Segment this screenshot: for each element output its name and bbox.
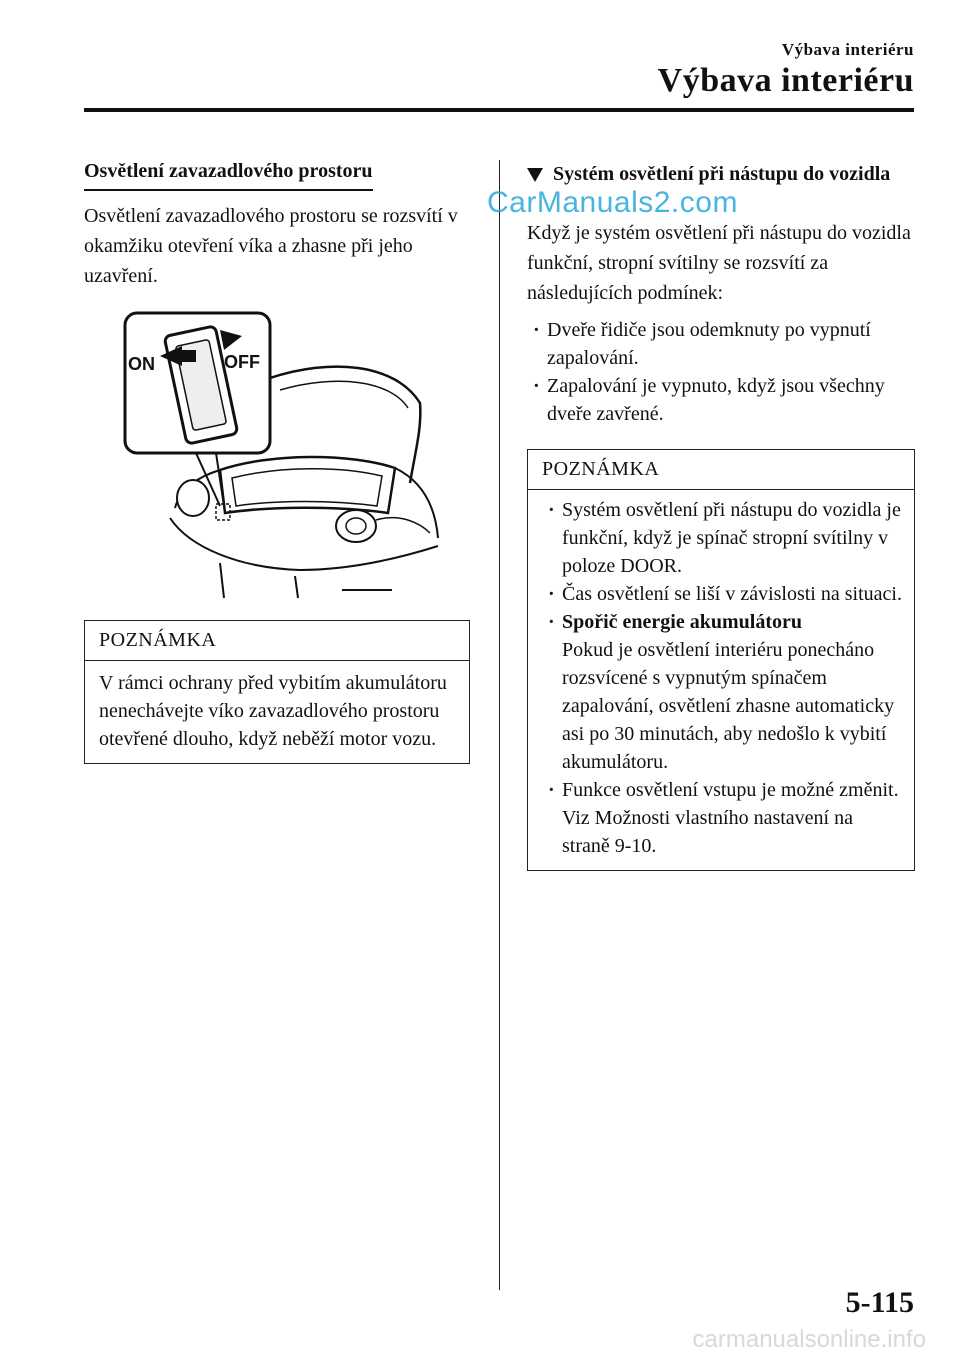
- subsection-paragraph: Když je systém osvětlení při nástupu do vozidla funkční, stropní svítilny se rozsvítí za následujících podmínek:: [527, 222, 911, 304]
- watermark-text: CarManuals2.com: [487, 186, 738, 219]
- note-item-text: · Funkce osvětlení vstupu je možné změnit.: [562, 779, 899, 801]
- note-list: [528, 496, 914, 860]
- list-item: · Systém osvětlení při nástupu do vozidla je funkční, když je spínač stropní svítilny v poloze DOOR.: [528, 496, 902, 580]
- note-item-text: Pokud je osvětlení interiéru ponecháno rozsvícené s vypnutým spínačem zapalování, osvětlení zhasne automaticky asi po 30 minutách, aby nedošlo k vybití akumulátoru.: [562, 639, 895, 773]
- note-item-reference: Viz Možnosti vlastního nastavení na straně 9-10.: [562, 807, 853, 857]
- section-paragraph: Osvětlení zavazadlového prostoru se rozsvítí v okamžiku otevření víka a zhasne při jeho uzavření.: [84, 205, 458, 287]
- page-number: 5-115: [845, 1286, 914, 1319]
- column-divider: [499, 160, 500, 1290]
- list-item: · Čas osvětlení se liší v závislosti na situaci.: [528, 580, 902, 608]
- label-off: OFF: [224, 352, 260, 372]
- header-rule: [84, 108, 914, 112]
- note-box-right: [527, 449, 915, 871]
- running-header-small: Výbava interiéru: [781, 40, 914, 59]
- list-item: · Dveře řidiče jsou odemknuty po vypnutí zapalování.: [527, 316, 915, 372]
- subsection-title-text: Systém osvětlení při nástupu do vozidla: [553, 163, 891, 185]
- triangle-marker-icon: [527, 168, 543, 182]
- list-item: [528, 776, 902, 860]
- left-column: [84, 160, 470, 291]
- note-item-title: · Spořič energie akumulátoru: [562, 611, 802, 633]
- footer-watermark: carmanualsonline.info: [692, 1326, 926, 1353]
- note-box-left: [84, 620, 470, 764]
- label-on: ON: [128, 354, 155, 374]
- list-item: [528, 608, 902, 776]
- note-text: V rámci ochrany před vybitím akumulátoru nenechávejte víko zavazadlového prostoru otevřené dlouho, když neběží motor vozu.: [99, 672, 447, 750]
- conditions-list: [527, 316, 915, 428]
- trunk-light-illustration: [120, 308, 440, 600]
- section-title: Osvětlení zavazadlového prostoru: [84, 160, 373, 191]
- running-header-title: Výbava interiéru: [657, 62, 914, 99]
- note-heading: POZNÁMKA: [85, 621, 469, 661]
- list-item: · Zapalování je vypnuto, když jsou všechny dveře zavřené.: [527, 372, 915, 428]
- subsection-title: [527, 160, 915, 188]
- note-heading: POZNÁMKA: [528, 450, 914, 490]
